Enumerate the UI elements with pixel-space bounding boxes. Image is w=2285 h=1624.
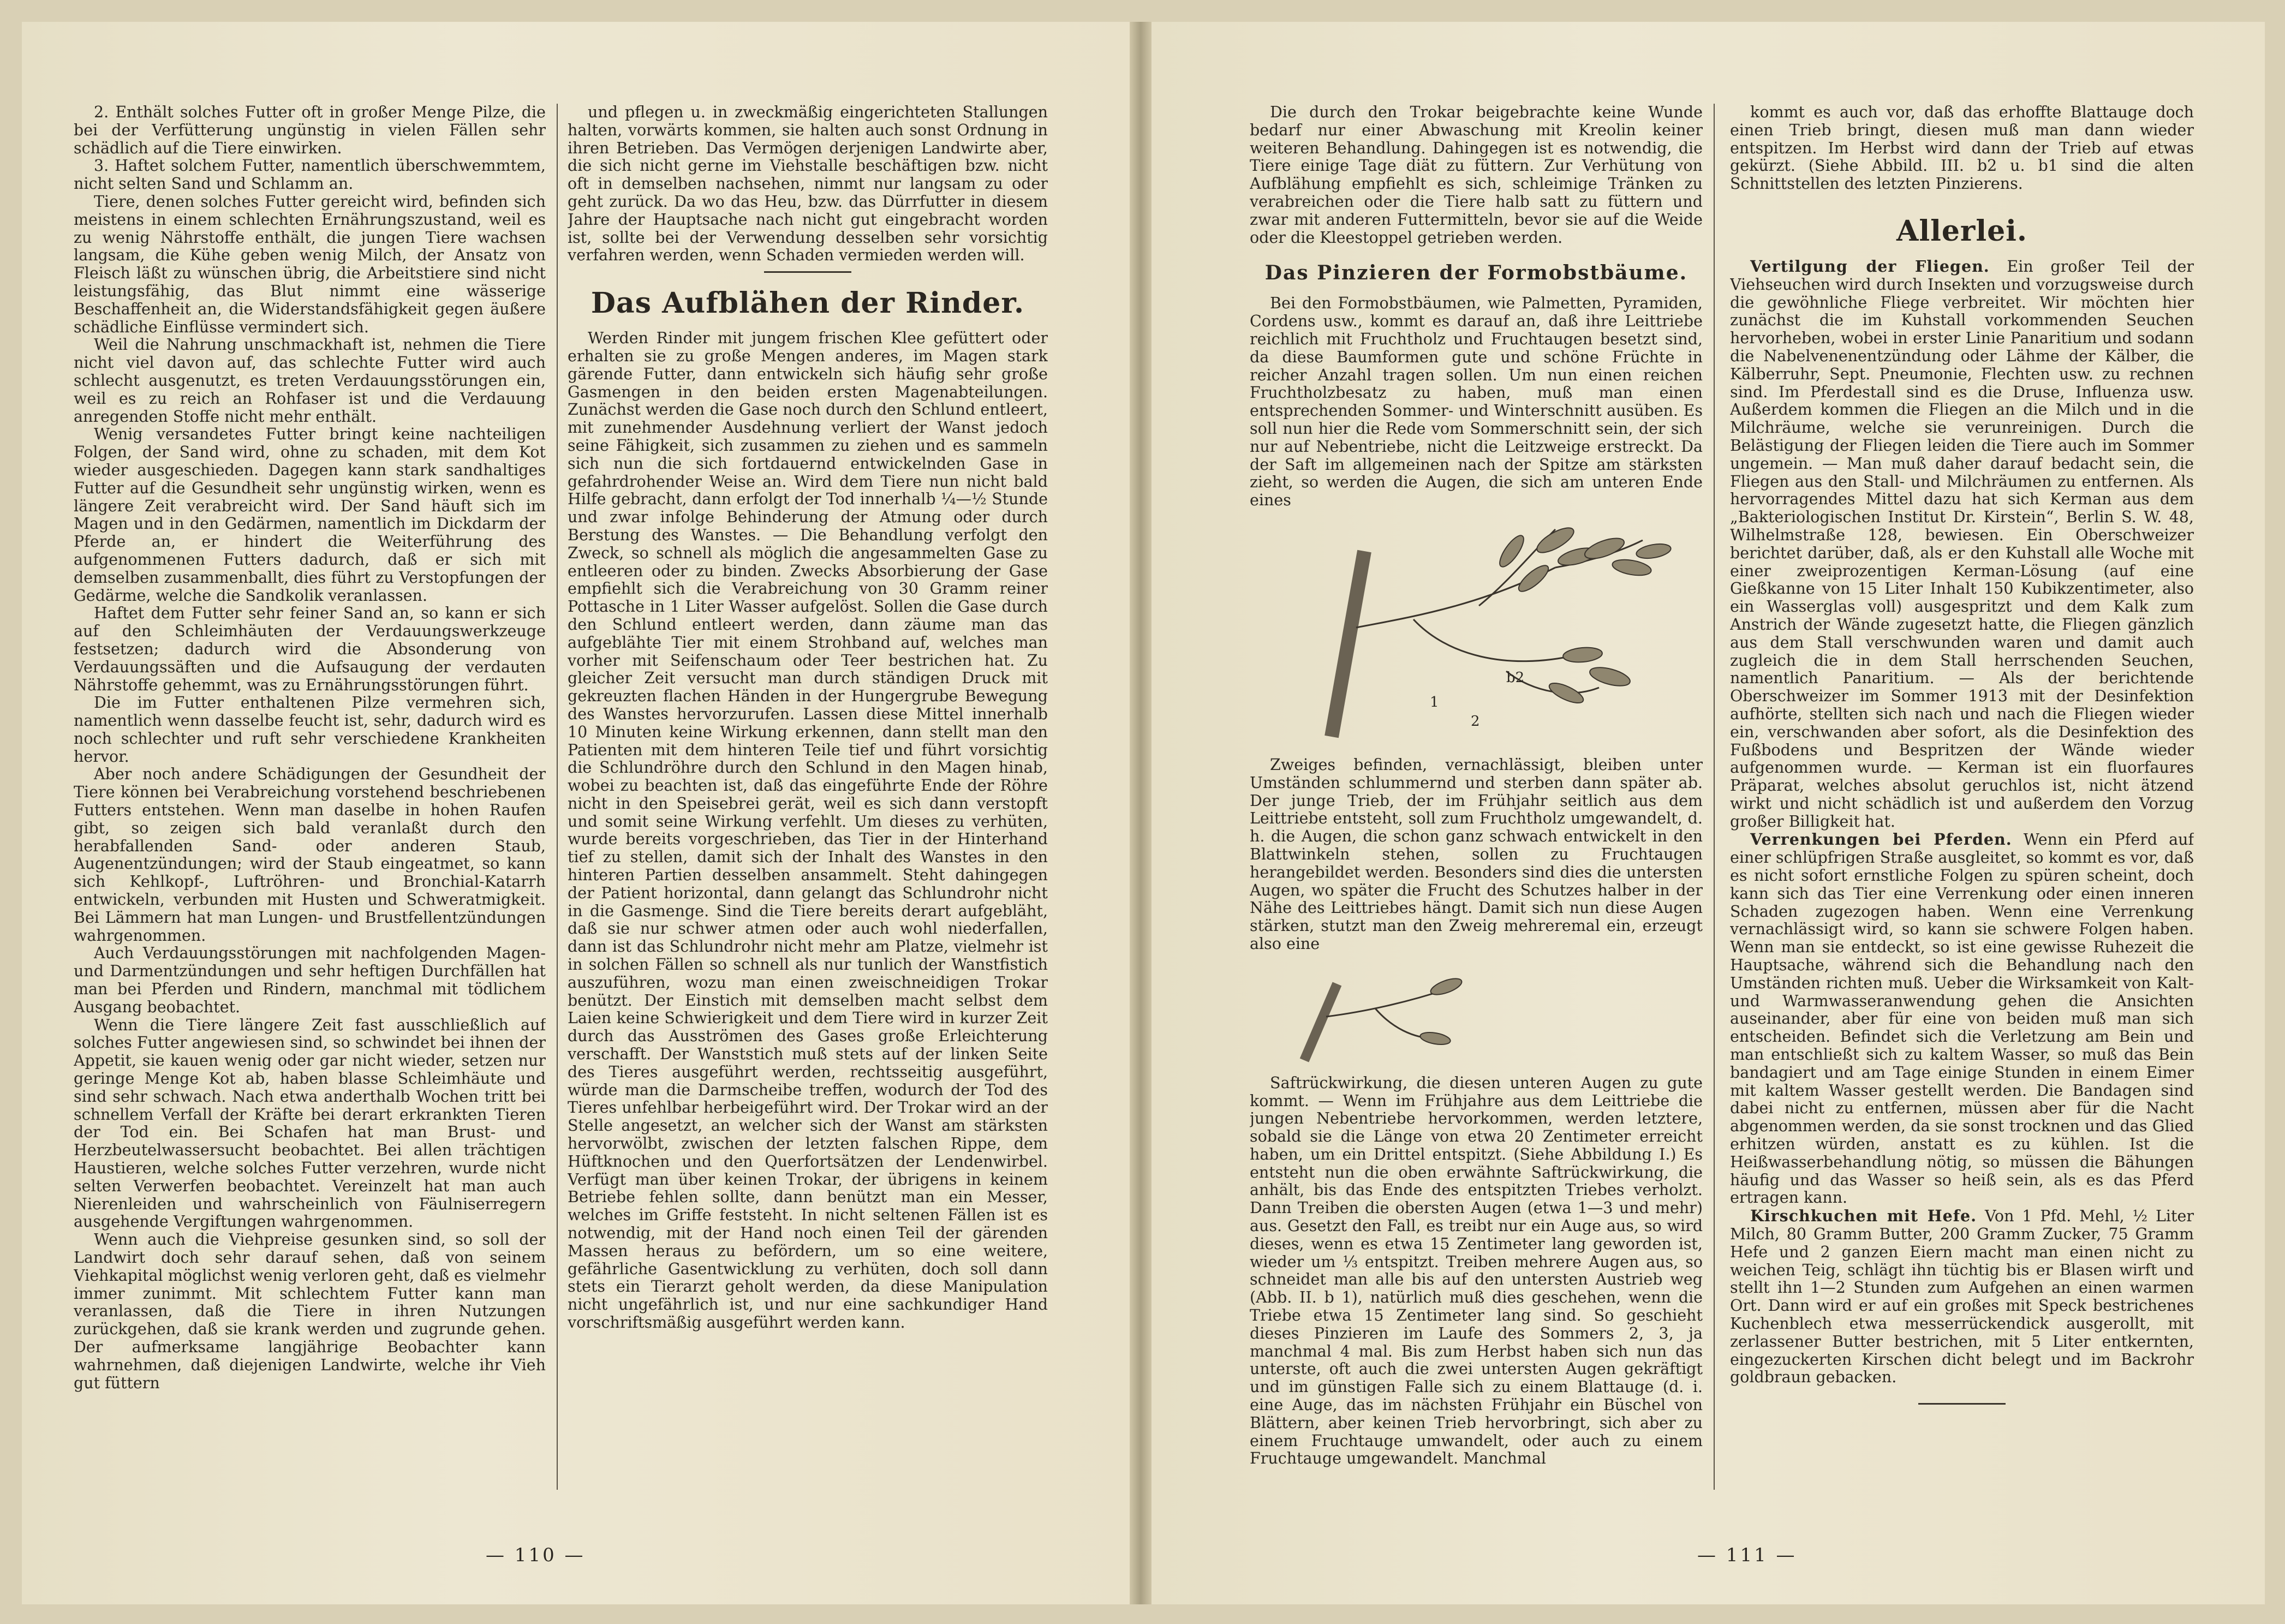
paragraph: und pflegen u. in zweckmäßig eingerichteten Stallungen halten, vorwärts kommen, sie halten auch sonst Ordnung in ihren Betrieben. Das Vermögen derjenigen Landwirte aber, die sich nicht gerne im Viehstalle beschäftigen bzw. nicht oft in demselben nachsehen, nimmt nur langsam zu oder geht zurück. Da wo das Heu, bzw. das Dürrfutter in diesem Jahre der Hauptsache nach nicht gut eingebracht worden ist, sollte bei der Verwendung desselben sehr vorsichtig verfahren werden, wenn Schaden vermieden werden will. xyxy=(568,104,1048,265)
paragraph: 2. Enthält solches Futter oft in großer Menge Pilze, die bei der Verfütterung ungünstig in vielen Fällen sehr schädlich auf die Tiere einwirken. xyxy=(74,104,546,157)
allerlei-item xyxy=(1730,1207,2194,1387)
allerlei-items xyxy=(1730,258,2194,1387)
col3-intro-paragraphs xyxy=(1250,104,1703,247)
figure-label-1: 1 xyxy=(1430,694,1439,710)
paragraph: Bei den Formobstbäumen, wie Palmetten, Pyramiden, Cordens usw., kommt es darauf an, daß ihre Leittriebe reichlich mit Fruchtholz und Fruchtaugen besetzt sind, da diese Baumformen gute und schöne Früchte in reicher Anzahl tragen sollen. Um nun einen reichen Fruchtholzbesatz zu haben, muß man einen entsprechenden Sommer- und Winterschnitt ausüben. Es soll nun hier die Rede vom Sommerschnitt sein, der sich nur auf Nebentriebe, nicht die Leitzweige erstreckt. Da der Saft im allgemeinen nach der Spitze am stärksten zieht, so werden die Augen, die sich am unteren Ende eines xyxy=(1250,294,1703,510)
page-number-left: — 110 — xyxy=(486,1544,586,1566)
allerlei-item xyxy=(1730,831,2194,1207)
left-column-1 xyxy=(74,104,546,1501)
paragraph: Aber noch andere Schädigungen der Gesundheit der Tiere können bei Verabreichung vorstehend beschriebenen Futters entstehen. Wenn man daselbe in hohen Raufen gibt, so zeigen sich bald veranlaßt durch den herabfallenden Sand- oder anderen Staub, Augenentzündungen; wird der Staub eingeatmet, so kann sich Kehlkopf-, Luftröhren- und Bronchial-Katarrh entwickeln, verbunden mit Husten und Schweratmigkeit. Bei Lämmern hat man Lungen- und Brustfellentzündungen wahrgenommen. xyxy=(74,765,546,945)
article2-title: Das Pinzieren der Formobstbäume. xyxy=(1264,261,1688,285)
item-title: Verrenkungen bei Pferden. xyxy=(1750,830,2012,849)
allerlei-item xyxy=(1730,258,2194,831)
column-divider-right xyxy=(1714,104,1715,1490)
paragraph: Tiere, denen solches Futter gereicht wird, befinden sich meistens in einem schlechten Ernährungszustand, weil es zu wenig Nährstoffe enthält, die jungen Tiere wachsen langsam, die Kühe geben wenig Milch, der Ansatz von Fleisch läßt zu wünschen übrig, die Arbeitstiere sind nicht leistungsfähig, das Blut nimmt eine wässerige Beschaffenheit an, die Widerstandsfähigkeit gegen äußere schädliche Einflüsse vermindert sich. xyxy=(74,192,546,336)
paragraph: Zweiges befinden, vernachlässigt, bleiben unter Umständen schlummernd und sterben dann später ab. Der junge Trieb, der im Frühjahr seitlich aus dem Leittriebe entsteht, soll zum Fruchtholz umgewandelt, d. h. die Augen, die schon ganz schwach entwickelt in den Blattwinkeln stehen, sollen zu Fruchtaugen herangebildet werden. Besonders sind dies die untersten Augen, wo später die Frucht des Schutzes halber in der Nähe des Leittriebes hängt. Damit sich nun diese Augen stärken, stutzt man den Zweig mehreremal ein, erzeugt also eine xyxy=(1250,755,1703,953)
item-title: Kirschkuchen mit Hefe. xyxy=(1750,1207,1977,1226)
paragraph: Wenn auch die Viehpreise gesunken sind, so soll der Landwirt doch sehr darauf sehen, daß von seinem Viehkapital möglichst wenig verloren geht, daß es vielmehr immer zunimmt. Mit schlechtem Futter kann man veranlassen, daß die Tiere in ihren Nutzungen zurückgehen, daß sie krank werden und zugrunde gehen. Der aufmerksame langjährige Beobachter kann wahrnehmen, daß diejenigen Landwirte, welche ihr Vieh gut füttern xyxy=(74,1231,546,1392)
page-number-right: — 111 — xyxy=(1697,1544,1797,1566)
gutter xyxy=(1130,22,1152,1604)
col3-body-b xyxy=(1250,756,1703,953)
col2-body-paragraphs xyxy=(568,330,1048,1332)
pruning-illustration-2 xyxy=(1250,962,1703,1066)
col4-intro-paragraphs xyxy=(1730,104,2194,193)
right-page xyxy=(1152,22,2265,1604)
col3-body-c xyxy=(1250,1074,1703,1468)
pruning-illustration-1 xyxy=(1250,518,1703,748)
separator-rule xyxy=(764,271,851,273)
left-page xyxy=(22,22,1130,1604)
item-title: Vertilgung der Fliegen. xyxy=(1750,256,1990,276)
paragraph: Auch Verdauungsstörungen mit nachfolgenden Magen- und Darmentzündungen und sehr heftigen Durchfällen hat man bei Pferden und Rindern, manchmal mit tödlichem Ausgang beobachtet. xyxy=(74,944,546,1016)
article-title: Das Aufblähen der Rinder. xyxy=(590,286,1025,320)
paragraph: Die durch den Trokar beigebrachte keine Wunde bedarf nur einer Abwaschung mit Kreolin keiner weiteren Behandlung. Dahingegen ist es notwendig, die Tiere einige Tage diät zu füttern. Zur Verhütung von Aufblähung empfiehlt es sich, schleimige Tränken zu verabreichen oder die Tiere halb satt zu füttern und zwar mit anderen Futtermitteln, bevor sie auf die Weide oder die Kleestoppel getrieben werden. xyxy=(1250,104,1703,247)
figure-label-2: 2 xyxy=(1471,713,1480,730)
figure-label-b2: b2 xyxy=(1506,669,1525,686)
paragraph: Haftet dem Futter sehr feiner Sand an, so kann er sich auf den Schleimhäuten der Verdauungswerkzeuge festsetzen; dadurch wird die Absonderung von Verdauungssäften und die Aufsaugung der verdauten Nährstoffe gehemmt, was zu Ernährungsstörungen führt. xyxy=(74,604,546,694)
paragraph: Saftrückwirkung, die diesen unteren Augen zu gute kommt. — Wenn im Frühjahre aus dem Leittriebe die jungen Nebentriebe hervorkommen, werden letztere, sobald sie die Länge von etwa 20 Zentimeter erreicht haben, um ein Drittel entspitzt. (Siehe Abbildung I.) Es entsteht nun die oben erwähnte Saftrückwirkung, die anhält, bis das Ende des entspitzten Triebes verholzt. Dann Treiben die obersten Augen (etwa 1—3 und mehr) aus. Gesetzt den Fall, es treibt nur ein Auge aus, so wird dieses, wenn es etwa 15 Zentimeter lang geworden ist, wieder um ⅓ entspitzt. Treiben mehrere Augen aus, so schneidet man alle bis auf den untersten Austrieb weg (Abb. II. b 1), natürlich muß dies geschehen, wenn die Triebe etwa 15 Zentimeter lang sind. So geschieht dieses Pinzieren im Laufe des Sommers 2, 3, ja manchmal 4 mal. Bis zum Herbst haben sich nun das unterste, oft auch die zwei untersten Augen gekräftigt und im günstigen Falle sich zu einem Blattauge (d. i. eine Auge, das im nächsten Frühjahr ein Büschel von Blättern, aber keinen Trieb hervorbringt, sich aber zu einem Fruchtauge umwandelt, oder auch zu einem Fruchtauge umgewandelt. Manchmal xyxy=(1250,1073,1703,1468)
item-text: Wenn ein Pferd auf einer schlüpfrigen Straße ausgleitet, so kommt es vor, daß es nicht sofort ernstliche Folgen zu spüren scheint, doch kann sich das Tier eine Verrenkung oder einen inneren Schaden zugezogen haben. Wenn eine Verrenkung vernachlässigt wird, so kann sie schwere Folgen haben. Wenn man sie entdeckt, so ist eine gewisse Ruhezeit die Hauptsache, während sich die Behandlung nach den Umständen richten muß. Ueber die Wirksamkeit von Kalt- und Warmwasseranwendung gehen die Ansichten auseinander, aber für eine von beiden muß man sich entscheiden. Befindet sich die Verletzung am Bein und man entschließt sich zu kaltem Wasser, so muß das Bein bandagiert und am Tage einige Stunden in einem Eimer mit kaltem Wasser gestellt werden. Die Bandagen sind dabei nicht zu entfernen, müssen aber für die Nacht abgenommen werden, da sie sonst trocknen und das Glied erhitzen würden, anstatt es zu kühlen. Ist die Heißwasserbehandlung nötig, so müssen die Bähungen häufig und das Wasser so heiß sein, als es das Pferd ertragen kann. xyxy=(1730,831,2194,1207)
section-title: Allerlei. xyxy=(1896,214,2028,248)
col1-paragraphs xyxy=(74,104,546,1392)
right-column-2 xyxy=(1730,104,2194,1501)
paragraph: Werden Rinder mit jungem frischen Klee gefüttert oder erhalten sie zu große Mengen anderes, im Magen stark gärende Futter, dann entwickeln sich häufig sehr große Gasmengen in den beiden ersten Magenabteilungen. Zunächst werden die Gase noch durch den Schlund entleert, mit zunehmender Ausdehnung verliert der Wanst jedoch seine Fähigkeit, sich zusammen zu ziehen und es sammeln sich nun die sich fortdauernd entwickelnden Gase in gefahrdrohender Weise an. Wird dem Tiere nun nicht bald Hilfe gebracht, dann erfolgt der Tod innerhalb ¼—½ Stunde und zwar infolge Behinderung der Atmung oder durch Berstung des Wanstes. — Die Behandlung verfolgt den Zweck, so schnell als möglich die angesammelten Gase zu entleeren oder zu binden. Zwecks Absorbierung der Gase empfiehlt sich die Verabreichung von 30 Gramm reiner Pottasche in 1 Liter Wasser aufgelöst. Sollen die Gase durch den Schlund entleert werden, dann zäume man das aufgeblähte Tier mit einem Strohband auf, welches man vorher mit Seifenschaum oder Teer bestrichen hat. Zu gleicher Zeit versucht man durch ständigen Druck mit gekreuzten flachen Händen in der Hungergrube Bewegung des Wanstes hervorzurufen. Lassen diese Mittel innerhalb 10 Minuten keine Wirkung erkennen, dann stellt man den Patienten mit dem hinteren Teile tief und führt vorsichtig die Schlundröhre durch den Schlund in den Magen hinab, wobei zu beachten ist, daß das eingeführte Ende der Röhre nicht in den Speisebrei gerät, weil es sich dann verstopft und somit seine Wirkung verfehlt. Um dieses zu verhüten, wurde bereits vorgeschrieben, das Tier in der Hinterhand tief zu stellen, damit sich der Inhalt des Wanstes in den hinteren Partien desselben ansammelt. Steht dahingegen der Patient horizontal, dann gelangt das Schlundrohr nicht in die Gasmenge. Sind die Tiere bereits derart aufgebläht, daß sie nur schwer atmen oder auch wohl niederfallen, dann ist das Schlundrohr nicht mehr am Platze, vielmehr ist in solchen Fällen so schnell als nur tunlich der Wanstfistich auszuführen, wozu man einen zweischneidigen Trokar benützt. Der Einstich mit demselben macht selbst dem Laien keine Schwierigkeit und dem Tiere wird in kurzer Zeit durch das Ausströmen des Gases große Erleichterung verschafft. Der Wanststich muß stets auf der linken Seite des Tieres ausgeführt werden, rechtsseitig ausgeführt, würde man die Darmscheibe treffen, wodurch der Tod des Tieres unfehlbar herbeigeführt wird. Der Trokar wird an der Stelle angesetzt, an welcher sich der Wanst am stärksten hervorwölbt, zwischen der letzten falschen Rippe, dem Hüftknochen und den Querfortsätzen der Lendenwirbel. Verfügt man über keinen Trokar, der übrigens in keinem Betriebe fehlen sollte, dann benützt man ein Messer, welches im Griffe feststeht. In nicht seltenen Fällen ist es notwendig, mit der Hand noch einen Teil der gärenden Massen heraus zu befördern, um so eine weitere, gefährliche Gasentwicklung zu verhüten, doch soll dann stets ein Tierarzt geholt werden, da diese Manipulation nicht ungefährlich ist, und nur eine sachkundiger Hand vorschriftsmäßig ausgeführt werden kann. xyxy=(568,329,1048,1332)
column-divider xyxy=(557,104,558,1490)
paragraph: Wenig versandetes Futter bringt keine nachteiligen Folgen, der Sand wird, ohne zu schaden, mit dem Kot wieder ausgeschieden. Dagegen kann stark sandhaltiges Futter auf die Gesundheit sehr ungünstig wirken, wenn es längere Zeit verabreicht wird. Der Sand häuft sich im Magen und in den Gedärmen, namentlich im Dickdarm der Pferde an, er hindert die Weiterführung des aufgenommenen Futters dadurch, daß er sich mit demselben zusammenballt, dies führt zu Verstopfungen der Gedärme, welche die Sandkolik veranlassen. xyxy=(74,425,546,605)
paragraph: Wenn die Tiere längere Zeit fast ausschließlich auf solches Futter angewiesen sind, so schwindet bei ihnen der Appetit, sie kauen wenig oder gar nicht wieder, setzen nur geringe Menge Kot ab, haben blasse Schleimhäute und sind sehr schwach. Nach etwa anderthalb Wochen tritt bei schnellem Verfall der Kräfte bei derart erkrankten Tieren der Tod ein. Bei Schafen hat man Brust- und Herzbeutelwassersucht beobachtet. Bei allen trächtigen Haustieren, welche solches Futter verzehren, wurde nicht selten Verwerfen beobachtet. Vereinzelt hat man auch Nierenleiden und wahrscheinlich von Fäulniserregern ausgehende Vergiftungen wahrgenommen. xyxy=(74,1016,546,1231)
col2-intro-paragraphs xyxy=(568,104,1048,265)
end-rule xyxy=(1918,1403,2006,1405)
paragraph: kommt es auch vor, daß das erhoffte Blattauge doch einen Trieb bringt, diesen muß man dann wieder entspitzen. Im Herbst wird dann der Trieb auf etwas gekürzt. (Siehe Abbild. III. b2 u. b1 sind die alten Schnittstellen des letzten Pinzierens. xyxy=(1730,104,2194,193)
item-text: Ein großer Teil der Viehseuchen wird durch Insekten und vorzugsweise durch die gewöhnliche Fliege verbreitet. Wir möchten hier zunächst die im Kuhstall vorkommenden Seuchen hervorheben, wobei in erster Linie Panaritium und sodann die Nabelvenenentzündung oder Lähme der Kälber, die Kälberruhr, Sept. Pneumonie, Flechten usw. zu rechnen sind. Im Pferdestall sind es die Druse, Influenza usw. Außerdem kommen die Fliegen an die Milch und in die Milchräume, welche sie verunreinigen. Durch die Belästigung der Fliegen leiden die Tiere auch im Sommer ungemein. — Man muß daher darauf bedacht sein, die Fliegen aus den Stall- und Milchräumen zu entfernen. Als hervorragendes Mittel dazu hat sich Kerman aus dem „Bakteriologischen Institut Dr. Kirstein“, Berlin S. W. 48, Wilhelmstraße 128, bewiesen. Ein Oberschweizer berichtet darüber, daß, als er den Kuhstall alle Woche mit einer zweiprozentigen Kerman-Lösung (auf eine Gießkanne von 15 Liter Inhalt 150 Kubikzentimeter, also ein Wasserglas voll) ausgespritzt und dem Kalk zum Anstrich der Wände zugesetzt hatte, die Fliegen gänzlich aus dem Stall verschwunden waren und damit auch zugleich die in dem Stall herrschenden Seuchen, namentlich Panaritium. — Als der berichtende Oberschweizer im Sommer 1913 mit der Desinfektion aufhörte, stellten sich nach und nach die Fliegen wieder ein, verschwanden aber sofort, als die Desinfektion des Fußbodens und Bespritzen der Wände wieder aufgenommen wurde. — Kerman ist ein fluorfaures Präparat, welches absolut geruchlos ist, nicht ätzend wirkt und nicht schädlich ist und außerdem den Vorzug großer Billigkeit hat. xyxy=(1730,257,2194,831)
paragraph: Weil die Nahrung unschmackhaft ist, nehmen die Tiere nicht viel davon auf, das schlechte Futter wird auch schlecht ausgenutzt, es treten Verdauungsstörungen ein, weil es zu reich an Rohfaser ist und die Verdauung anregenden Stoffe nicht mehr enthält. xyxy=(74,336,546,426)
left-column-2 xyxy=(568,104,1048,1501)
col3-body-a xyxy=(1250,295,1703,510)
paragraph: 3. Haftet solchem Futter, namentlich überschwemmtem, nicht selten Sand und Schlamm an. xyxy=(74,157,546,193)
right-column-1 xyxy=(1250,104,1703,1501)
item-text: Von 1 Pfd. Mehl, ½ Liter Milch, 80 Gramm Butter, 200 Gramm Zucker, 75 Gramm Hefe und 2 ganzen Eiern macht man einen nicht zu weichen Teig, schlägt ihn tüchtig bis er Blasen wirft und stellt ihn 1—2 Stunden zum Aufgehen an einen warmen Ort. Dann wird er auf ein großes mit Speck bestrichenes Kuchenblech etwa messerrückendick ausgerollt, mit zerlassener Butter bestrichen, mit 5 Liter entkernten, eingezuckerten Kirschen dicht belegt und im Backrohr goldbraun gebacken. xyxy=(1730,1207,2194,1387)
paragraph: Die im Futter enthaltenen Pilze vermehren sich, namentlich wenn dasselbe feucht ist, sehr, dadurch wird es noch schlechter und ruft sehr verschiedene Krankheiten hervor. xyxy=(74,694,546,766)
